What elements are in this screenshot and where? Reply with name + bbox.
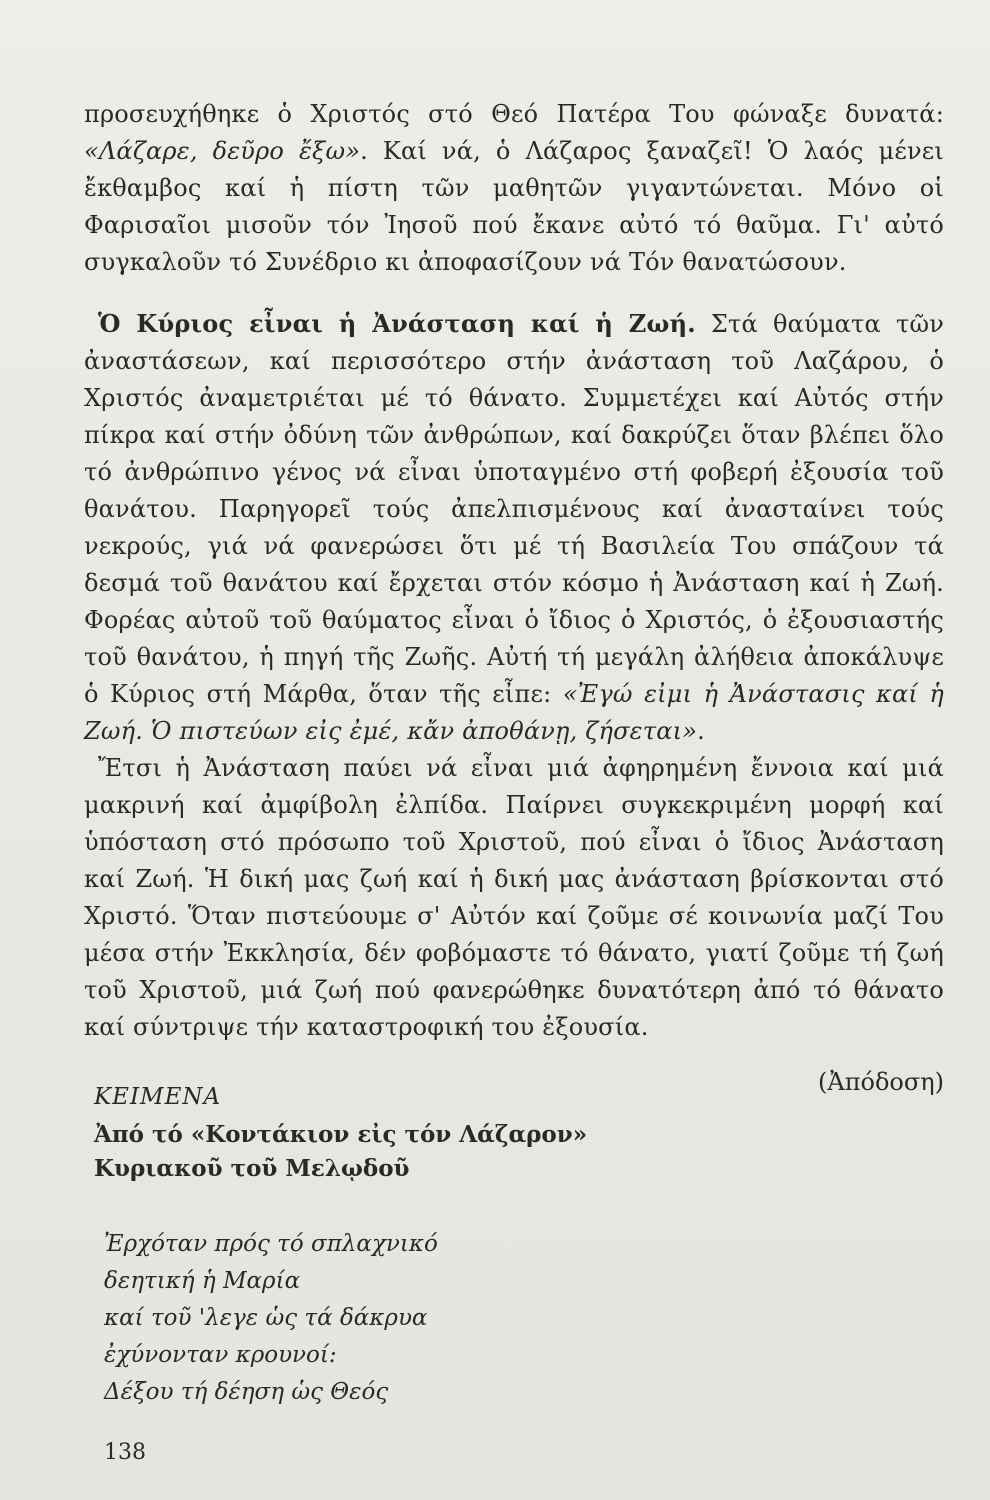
page-number: 138 (104, 1440, 146, 1465)
poem-line: Ἐρχόταν πρός τό σπλαχνικό (104, 1231, 438, 1257)
lazarus-quote: «Λάζαρε, δεῦρο ἔξω» (84, 137, 361, 165)
excerpt-title (94, 1118, 587, 1186)
poem-line: ἐχύνονταν κρουνοί: (104, 1342, 337, 1368)
paragraph-2-text-b: . (697, 717, 705, 745)
resurrection-quote: «Ἐγώ εἰμι ἡ Ἀνάστασις καί ἡ Ζωή. Ὁ πιστεύων εἰς ἐμέ, κἄν ἀποθάνῃ, ζήσεται» (84, 680, 944, 745)
paragraph-1-text-a: προσευχήθηκε ὁ Χριστός στό Θεό Πατέρα Του φώναξε δυνατά: (84, 100, 944, 128)
section-heading: Ὁ Κύριος εἶναι ἡ Ἀνάσταση καί ἡ Ζωή. (98, 309, 696, 338)
poem-line: δεητική ἡ Μαρία (104, 1268, 301, 1294)
paragraph-2-text-a: Στά θαύματα τῶν ἀναστάσεων, καί περισσότερο στήν ἀνάσταση τοῦ Λαζάρου, ὁ Χριστός ἀναμετριέται μέ τό θάνατο. Συμμετέχει καί Αὐτός στήν πίκρα καί στήν ὀδύνη τῶν ἀνθρώπων, καί δακρύζει ὅταν βλέπει ὅλο τό ἀνθρώπινο γένος νά εἶναι ὑποταγμένο στή φοβερή ἐξουσία τοῦ θανάτου. Παρηγορεῖ τούς ἀπελπισμένους καί ἀνασταίνει τούς νεκρούς, γιά νά φανερώσει ὅτι μέ τή Βασιλεία Του σπάζουν τά δεσμά τοῦ θανάτου καί ἔρχεται στόν κόσμο ἡ Ἀνάσταση καί ἡ Ζωή. Φορέας αὐτοῦ τοῦ θαύματος εἶναι ὁ ἴδιος ὁ Χριστός, ὁ ἐξουσιαστής τοῦ θανάτου, ἡ πηγή τῆς Ζωῆς. Αὐτή τή μεγάλη ἀλήθεια ἀποκάλυψε ὁ Κύριος στή Μάρθα, ὅταν τῆς εἶπε: (84, 310, 945, 708)
body-text (84, 96, 944, 1046)
paragraph-2 (84, 305, 944, 750)
poem-line: Δέξου τή δέηση ὡς Θεός (104, 1379, 389, 1405)
excerpt-title-line-1: Ἀπό τό «Κοντάκιον εἰς τόν Λάζαρον» (94, 1121, 588, 1148)
poem-line: καί τοῦ 'λεγε ὡς τά δάκρυα (104, 1305, 428, 1331)
poem (104, 1226, 438, 1411)
paragraph-3: Ἔτσι ἡ Ἀνάσταση παύει νά εἶναι μιά ἀφηρημένη ἔννοια καί μιά μακρινή καί ἀμφίβολη ἐλπίδα. Παίρνει συγκεκριμένη μορφή καί ὑπόσταση στό πρόσωπο τοῦ Χριστοῦ, πού εἶναι ὁ ἴδιος Ἀνάσταση καί Ζωή. Ἡ δική μας ζωή καί ἡ δική μας ἀνάσταση βρίσκονται στό Χριστό. Ὅταν πιστεύουμε σ' Αὐτόν καί ζοῦμε σέ κοινωνία μαζί Του μέσα στήν Ἐκκλησία, δέν φοβόμαστε τό θάνατο, γιατί ζοῦμε τή ζωή τοῦ Χριστοῦ, μιά ζωή πού φανερώθηκε δυνατότερη ἀπό τό θάνατο καί σύντριψε τήν καταστροφική του ἐξουσία. (84, 754, 944, 1041)
attribution: (Ἀπόδοση) (818, 1068, 944, 1096)
paragraph-1-text-b: . Καί νά, ὁ Λάζαρος ξαναζεῖ! Ὁ λαός μένει ἔκθαμβος καί ἡ πίστη τῶν μαθητῶν γιγαντώνεται. Μόνο οἱ Φαρισαῖοι μισοῦν τόν Ἰησοῦ πού ἔκανε αὐτό τό θαῦμα. Γι' αὐτό συγκαλοῦν τό Συνέδριο κι ἀποφασίζουν νά Τόν θανατώσουν. (84, 137, 944, 276)
paragraph-1 (84, 96, 944, 281)
excerpt-title-line-2: Κυριακοῦ τοῦ Μελῳδοῦ (94, 1155, 410, 1182)
texts-label: ΚΕΙΜΕΝΑ (94, 1084, 222, 1110)
